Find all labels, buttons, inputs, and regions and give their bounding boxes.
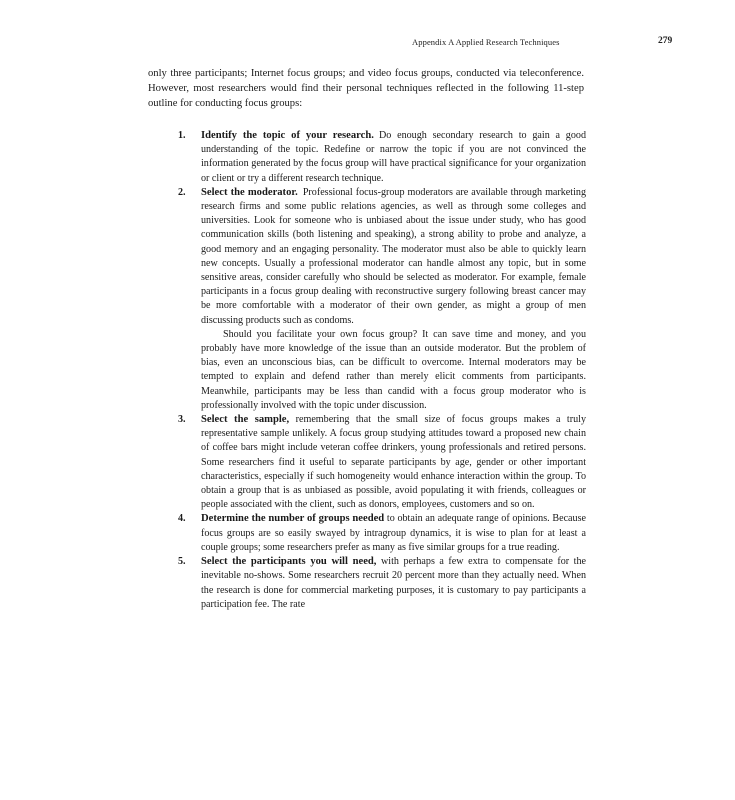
step-item-3 xyxy=(178,413,586,512)
step-number: 5. xyxy=(178,556,186,568)
step-body: Do enough secondary research to gain a good understanding of the topic. Redefine or narrow the topic if you are not convinced the information generated by the focus group will have practical significance for your organization or client or try a different research technique. xyxy=(201,130,586,184)
step-body: Professional focus-group moderators are available through marketing research firms and some public relations agencies, as well as through some colleges and universities. Look for someone who is unbiased about the issue under study, who has good communication skills (both listening and speaking), a strong ability to probe and analyze, a good memory and an engaging personality. The moderator must also be able to quickly learn new concepts. Usually a professional moderator can handle almost any topic, but in some sensitive areas, consider carefully who should be selected as moderator. For example, female participants in a focus group dealing with reconstructive surgery following breast cancer may be more comfortable with a moderator of their own gender, as might a group of men discussing products such as condoms. xyxy=(201,186,586,326)
step-body: remembering that the small size of focus groups makes a truly representative sample unlikely. A focus group studying attitudes toward a proposed new chain of coffee bars might include veteran coffee drinkers, young professionals and retired persons. Some researchers find it useful to separate participants by age, gender or other important characteristics, especially if such homogeneity would enhance interaction within the group. To obtain a group that is as unbiased as possible, avoid populating it with friends, colleagues or people associated with the client, such as donors, employees, customers and so on. xyxy=(201,414,586,511)
step-item-5 xyxy=(178,555,586,612)
page-number: 279 xyxy=(658,36,673,46)
step-body: with perhaps a few extra to compensate for the inevitable no-shows. Some researchers recruit 20 percent more than they actually need. When the research is done for commercial marketing purposes, it is customary to pay participants a participation fee. The rate xyxy=(201,556,587,610)
step-title: Identify the topic of your research. xyxy=(201,130,374,141)
step-number: 3. xyxy=(178,414,186,426)
step-body: to obtain an adequate range of opinions. Because focus groups are so easily swayed by intragroup dynamics, it is wise to plan for at least a couple groups; some researchers prefer as many as five similar groups for a true reading. xyxy=(201,513,586,553)
intro-paragraph: only three participants; Internet focus groups; and video focus groups, conducted via teleconference. However, most researchers would find their personal techniques reflected in the following 11-step outline for conducting focus groups: xyxy=(148,68,584,110)
step-number: 2. xyxy=(178,186,186,198)
step-item-2 xyxy=(178,186,586,413)
running-head: Appendix A Applied Research Techniques xyxy=(412,37,560,47)
step-title: Select the sample, xyxy=(201,414,290,426)
step-item-4 xyxy=(178,512,586,555)
step-number: 4. xyxy=(178,513,186,525)
step-body-continued: Should you facilitate your own focus group? It can save time and money, and you probably have more knowledge of the issue than an outside moderator. But the problem of bias, even an unconscious bias, can be difficult to overcome. Internal moderators may be tempted to explain and defend rather than merely elicit comments from participants. Meanwhile, participants may be less than candid with a focus group moderator who is professionally involved with the topic under discussion. xyxy=(201,328,586,411)
steps-list xyxy=(178,129,586,612)
step-number: 1. xyxy=(178,130,186,141)
step-title: Determine the number of groups needed xyxy=(201,513,385,525)
step-title: Select the moderator. xyxy=(201,186,298,198)
step-item-1 xyxy=(178,129,586,186)
step-title: Select the participants you will need, xyxy=(201,556,377,568)
